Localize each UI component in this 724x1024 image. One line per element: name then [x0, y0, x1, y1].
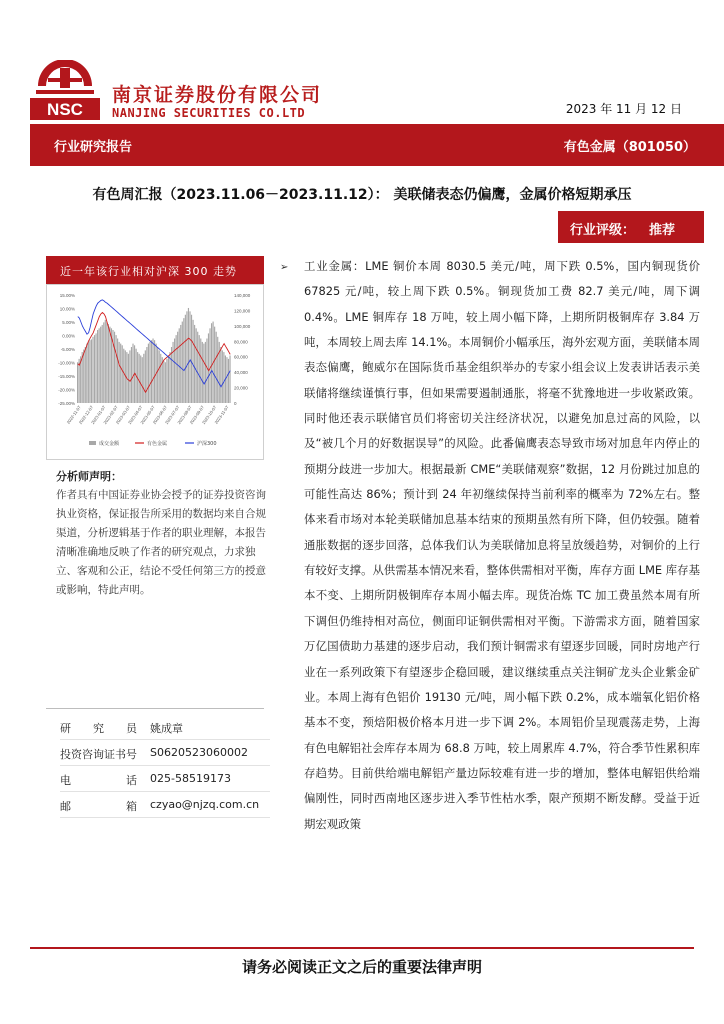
volume-bar	[197, 332, 198, 403]
volume-bar	[109, 327, 110, 403]
relative-performance-chart	[46, 284, 264, 460]
report-type: 行业研究报告	[54, 140, 133, 155]
volume-bar	[97, 330, 98, 403]
y-right-tick-label: 120,000	[234, 308, 251, 314]
disclaimer-title: 分析师声明：	[56, 470, 122, 483]
volume-bar	[203, 344, 204, 403]
y-left-tick-label: 0.00%	[62, 333, 75, 339]
volume-bar	[186, 311, 187, 403]
contact-key: 邮 箱	[60, 800, 137, 813]
volume-bar	[85, 347, 86, 403]
volume-bar	[149, 342, 150, 403]
contact-row	[60, 792, 270, 818]
volume-bar	[189, 311, 190, 403]
volume-bar	[140, 355, 141, 403]
y-left-tick-label: -15.00%	[58, 374, 75, 379]
volume-bar	[217, 337, 218, 403]
volume-bar	[129, 350, 130, 403]
y-right-tick-label: 60,000	[234, 354, 248, 360]
x-tick-label: 2023-08-07	[176, 404, 193, 426]
report-title: 有色周汇报（2023.11.06－2023.11.12）： 美联储表态仍偏鹰，金属价格短期承压	[92, 187, 632, 203]
volume-bar	[200, 339, 201, 403]
volume-bar	[123, 349, 124, 403]
industry-code: 有色金属（801050）	[563, 140, 696, 155]
contact-row	[60, 740, 270, 766]
header-banner	[30, 124, 724, 166]
y-right-tick-label: 0	[234, 401, 237, 406]
analyst-contact	[60, 714, 270, 818]
y-right-tick-label: 140,000	[234, 293, 251, 298]
volume-bar	[205, 342, 206, 403]
legend-swatch	[89, 441, 96, 445]
volume-bar	[229, 355, 230, 403]
chart-svg	[47, 285, 263, 459]
volume-bar	[122, 345, 123, 403]
email-address[interactable]: czyao@njzq.com.cn	[150, 798, 260, 811]
volume-bar	[171, 347, 172, 403]
volume-bar	[88, 342, 89, 403]
legal-notice: 请务必阅读正文之后的重要法律声明	[241, 958, 482, 976]
company-name-cn: 南京证券股份有限公司	[112, 84, 323, 106]
volume-bar	[188, 308, 189, 403]
volume-bar	[194, 325, 195, 403]
nsc-logo	[30, 60, 100, 122]
volume-bar	[143, 354, 144, 403]
volume-bar	[142, 357, 143, 403]
volume-bar	[222, 350, 223, 403]
y-left-tick-label: 5.00%	[62, 320, 75, 325]
logo-text: NSC	[47, 100, 83, 119]
certificate-number: S0620523060002	[150, 746, 248, 759]
bullet-arrow-icon: ➢	[280, 262, 289, 273]
volume-bar	[208, 333, 209, 403]
footer-divider	[30, 947, 694, 949]
volume-bar	[154, 340, 155, 403]
x-tick-label: 2023-10-07	[200, 404, 218, 426]
volume-bar	[214, 327, 215, 403]
volume-bar	[185, 315, 186, 403]
volume-bar	[228, 359, 229, 403]
volume-bar	[148, 344, 149, 403]
volume-bar	[131, 347, 132, 403]
volume-bar	[120, 344, 121, 403]
legend-label: 有色金属	[147, 441, 168, 447]
report-date: 2023 年 11 月 12 日	[565, 102, 682, 116]
volume-bar	[206, 339, 207, 403]
volume-bar	[128, 354, 129, 403]
y-right-tick-label: 80,000	[234, 339, 248, 345]
volume-bar	[103, 322, 104, 403]
volume-bar	[108, 324, 109, 403]
volume-bar	[151, 340, 152, 403]
volume-bar	[180, 325, 181, 403]
industry-rating	[558, 211, 704, 243]
volume-bar	[168, 355, 169, 403]
volume-bar	[116, 335, 117, 403]
volume-bar	[177, 332, 178, 403]
volume-bar	[157, 347, 158, 403]
legend-label: 成交金额	[99, 441, 120, 447]
company-name-en: NANJING SECURITIES CO.LTD	[112, 106, 306, 120]
volume-bar	[223, 352, 224, 403]
volume-bar	[145, 350, 146, 403]
volume-bar	[100, 327, 101, 403]
contact-row	[60, 766, 270, 792]
volume-bar	[132, 344, 133, 403]
volume-bar	[77, 362, 78, 403]
volume-bar	[94, 335, 95, 403]
volume-bar	[99, 328, 100, 403]
x-tick-label: 2023-06-07	[151, 404, 169, 426]
y-left-tick-label: -10.00%	[58, 360, 75, 366]
volume-bar	[193, 320, 194, 403]
y-right-tick-label: 100,000	[234, 323, 251, 329]
x-tick-label: 2023-01-07	[90, 404, 107, 426]
volume-bar	[152, 339, 153, 403]
volume-bar	[95, 333, 96, 403]
volume-bar	[202, 342, 203, 403]
volume-bar	[176, 335, 177, 403]
x-tick-label: 2022-11-07	[65, 404, 82, 425]
sidebar-divider	[46, 708, 264, 709]
legend-label: 沪深300	[197, 441, 217, 447]
x-tick-label: 2022-12-07	[77, 404, 95, 426]
contact-row	[60, 714, 270, 740]
volume-bar	[92, 337, 93, 403]
volume-bar	[166, 359, 167, 403]
x-tick-label: 2023-03-07	[114, 404, 132, 426]
volume-bar	[83, 350, 84, 403]
y-left-tick-label: 10.00%	[59, 306, 75, 312]
y-left-tick-label: 15.00%	[59, 293, 75, 298]
volume-bar	[139, 354, 140, 403]
x-tick-label: 2023-09-07	[188, 404, 206, 426]
disclaimer-text: 作者具有中国证券业协会授予的证券投资咨询执业资格，保证报告所采用的数据均来自合规渠道，分析逻辑基于作者的职业理解，本报告清晰准确地反映了作者的研究观点，力求独立、客观和公正，结论不受任何第三方的授意或影响，特此声明。	[56, 489, 266, 596]
y-right-tick-label: 40,000	[234, 370, 248, 376]
volume-bar	[183, 318, 184, 403]
analyst-name: 姚成章	[150, 722, 183, 735]
volume-bar	[191, 315, 192, 403]
contact-key: 投资咨询证书号	[60, 748, 137, 761]
volume-bar	[160, 354, 161, 403]
volume-bar	[209, 328, 210, 403]
y-left-tick-label: -25.00%	[58, 401, 75, 406]
volume-bar	[165, 362, 166, 403]
rating-label: 行业评级：	[570, 223, 636, 238]
volume-bar	[211, 323, 212, 403]
volume-bar	[119, 342, 120, 403]
volume-bar	[86, 344, 87, 403]
volume-bar	[196, 328, 197, 403]
x-tick-label: 2023-11-07	[213, 404, 230, 425]
volume-bar	[106, 322, 107, 403]
y-left-tick-label: -5.00%	[60, 347, 75, 352]
contact-key: 研 究 员	[60, 722, 137, 735]
contact-key: 电 话	[60, 774, 137, 787]
rating-value: 推荐	[649, 223, 676, 238]
volume-bar	[114, 332, 115, 403]
volume-bar	[216, 332, 217, 403]
phone-number: 025-58519173	[150, 772, 231, 785]
volume-bar	[102, 325, 103, 403]
volume-bar	[163, 361, 164, 403]
volume-bar	[169, 352, 170, 403]
volume-bar	[146, 347, 147, 403]
volume-bar	[89, 340, 90, 403]
y-left-tick-label: -20.00%	[58, 387, 75, 393]
volume-bar	[159, 350, 160, 403]
volume-bar	[174, 339, 175, 403]
chart-title: 近一年该行业相对沪深 300 走势	[46, 256, 264, 284]
body-paragraph: 工业金属：LME 铜价本周 8030.5 美元/吨，周下跌 0.5%，国内铜现货价 67825 元/吨，较上周下跌 0.5%。铜现货加工费 82.7 美元/吨，周下调 0.4%。LME 铜库存 18 万吨，较上周小幅下降，上期所阴极铜库存 3.84 万吨，本周较上周去库 14.1%。本周铜价小幅承压，海外宏观方面，美联储本周表态偏鹰，鲍威尔在国际货币基金组织举办的专家小组会议上发表讲话表示美联储将继续谨慎行事，但如果需要遏制通胀，将毫不犹豫地进一步收紧政策。同时他还表示联储官员们将密切关注经济状况，以避免加息过高的风险，以及“被几个月的好数据误导”的风险。此番偏鹰表态导致市场对加息年内停止的预期分歧进一步加大。根据最新 CME“美联储观察”数据，12 月份跳过加息的可能性高达 86%；预计到 24 年初继续保持当前利率的概率为 72%左右。整体来看市场对本轮美联储加息基本结束的预期虽然有所下降，但仍较强。随着通胀数据的逐步回落，总体我们认为美联储加息将呈放缓趋势，对铜价的上行有较好支撑。从供需基本情况来看，整体供需相对平衡，库存方面 LME 库存基本不变、上期所阴极铜库存本周小幅去库。现货冶炼 TC 加工费虽然本周有所下调但仍维持相对高位，侧面印证铜供需相对平衡。下游需求方面，随着国家万亿国债助力基建的逐步启动，我们预计铜需求有望逐步回暖，同时房地产行业在一系列政策下有望逐步企稳回暖，建议继续重点关注铜矿龙头企业紫金矿业。本周上海有色铝价 19130 元/吨，周小幅下跌 0.2%，成本端氧化铝价格基本不变，预焙阳极价格本月进一步下调 2%。本周铝价呈现震荡走势，上海有色电解铝社会库存本周为 68.8 万吨，较上周累库 4.7%，符合季节性累积库存趋势。目前供给端电解铝产量边际较难有进一步的增加，整体电解铝供给端偏刚性，同时西南地区逐步进入季节性枯水季，限产预期不断发酵。受益于近期宏观政策	[304, 259, 700, 831]
volume-bar	[182, 322, 183, 403]
x-tick-label: 2023-04-07	[127, 404, 144, 426]
x-tick-label: 2023-02-07	[102, 404, 119, 426]
volume-bar	[220, 347, 221, 403]
x-tick-label: 2023-05-07	[139, 404, 156, 426]
x-tick-label: 2023-07-07	[163, 404, 181, 426]
y-right-tick-label: 20,000	[234, 385, 248, 391]
volume-bar	[91, 339, 92, 403]
volume-bar	[226, 357, 227, 403]
volume-bar	[117, 339, 118, 403]
volume-bar	[105, 320, 106, 403]
volume-bar	[199, 335, 200, 403]
